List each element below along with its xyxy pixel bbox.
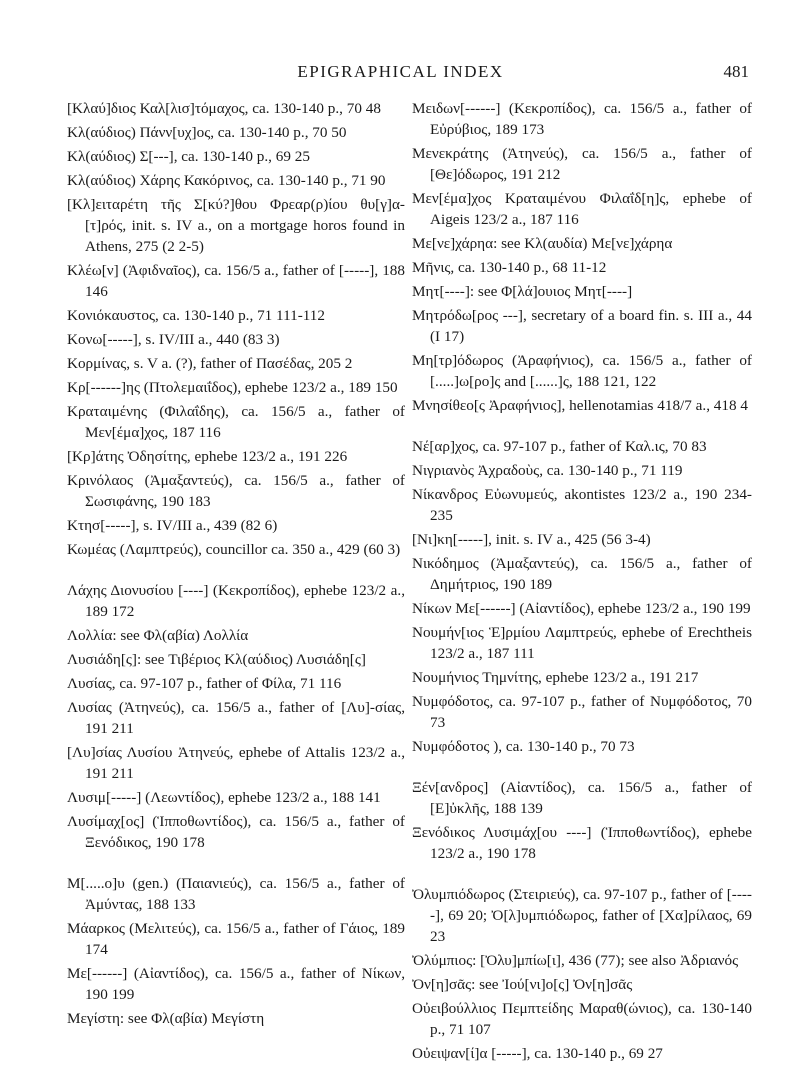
index-entry: Κονω[-----], s. IV/III a., 440 (83 3)	[67, 331, 280, 348]
index-entry: Κλέω[ν] (Ἀφιδναῖος), ca. 156/5 a., father of [-----], 188 146	[67, 262, 405, 300]
index-entry: Νίκων Με[------] (Αἰαντίδος), ephebe 123/2 a., 190 199	[412, 600, 751, 617]
index-entry: [Κλ]ειταρέτη τῆς Σ[κύ?]θου Φρεαρ(ρ)ίου θυ[γ]α-[τ]ρός, init. s. IV a., on a mortgage horos found in Athens, 275 (2 2-5)	[67, 196, 405, 255]
index-entry: Κτησ[-----], s. IV/III a., 439 (82 6)	[67, 517, 278, 534]
index-entry: Μητ[----]: see Φ[λά]ουιος Μητ[----]	[412, 283, 633, 300]
index-entry: Κλ(αύδιος) Σ[---], ca. 130-140 p., 69 25	[67, 148, 310, 165]
index-entry: Κονιόκαυστος, ca. 130-140 p., 71 111-112	[67, 307, 325, 324]
index-entry: Μῆνις, ca. 130-140 p., 68 11-12	[412, 259, 607, 276]
index-entry: Με[νε]χάρηα: see Κλ(αυδία) Με[νε]χάρηα	[412, 235, 673, 252]
index-entry: Μητρόδω[ρος ---], secretary of a board fin. s. III a., 44 (I 17)	[412, 307, 752, 345]
index-entry: Νουμήν[ιος Ἑ]ρμίου Λαμπτρεύς, ephebe of Erechtheis 123/2 a., 187 111	[412, 624, 752, 662]
index-entry: Ξενόδικος Λυσιμάχ[ου ----] (Ἱπποθωντίδος), ephebe 123/2 a., 190 178	[412, 824, 752, 862]
page-header	[0, 62, 801, 88]
index-entry: Ὀλύμπιος: [Ὀλυ]μπίω[ι], 436 (77); see also Ἀδριανός	[412, 952, 739, 969]
index-entry: Μνησίθεο[ς Ἀραφήνιος], hellenotamias 418/7 a., 418 4	[412, 397, 748, 414]
index-entry: Ὀν[η]σᾶς: see Ἰού[νι]ο[ς] Ὀν[η]σᾶς	[412, 976, 633, 993]
right-column	[412, 98, 752, 1067]
index-entry: Νυμφόδοτος ), ca. 130-140 p., 70 73	[412, 738, 635, 755]
index-entry: Νέ[αρ]χος, ca. 97-107 p., father of Καλ.ις, 70 83	[412, 438, 707, 455]
index-entry: Λολλία: see Φλ(αβία) Λολλία	[67, 627, 249, 644]
index-entry: Λυσίας (Ἀτηνεύς), ca. 156/5 a., father of [Λυ]-σίας, 191 211	[67, 699, 405, 737]
index-entry: Κωμέας (Λαμπτρεύς), councillor ca. 350 a., 429 (60 3)	[67, 541, 401, 558]
index-entry: Νιγριανὸς Ἀχραδοὺς, ca. 130-140 p., 71 119	[412, 462, 683, 479]
running-title: EPIGRAPHICAL INDEX	[297, 62, 504, 81]
left-column	[67, 98, 405, 1032]
index-entry: Λυσιμ[-----] (Λεωντίδος), ephebe 123/2 a., 188 141	[67, 789, 381, 806]
index-entry: Μάαρκος (Μελιτεύς), ca. 156/5 a., father of Γάιος, 189 174	[67, 920, 405, 958]
index-entry: Με[------] (Αἰαντίδος), ca. 156/5 a., father of Νίκων, 190 199	[67, 965, 405, 1003]
index-entry: Μη[τρ]όδωρος (Ἀραφήνιος), ca. 156/5 a., father of [.....]ω[ρο]ς and [......]ς, 188 121, 122	[412, 352, 752, 390]
index-entry: Κραταιμένης (Φιλαΐδης), ca. 156/5 a., father of Μεν[έμα]χος, 187 116	[67, 403, 405, 441]
index-entry: Νικόδημος (Ἀμαξαντεύς), ca. 156/5 a., father of Δημήτριος, 190 189	[412, 555, 752, 593]
index-entry: Οὐειψαν[ί]α [-----], ca. 130-140 p., 69 27	[412, 1045, 663, 1062]
index-entry: Μεν[έμα]χος Κραταιμένου Φιλαΐδ[η]ς, ephebe of Aigeis 123/2 a., 187 116	[412, 190, 752, 228]
index-entry: Κλ(αύδιος) Πάνν[υχ]ος, ca. 130-140 p., 70 50	[67, 124, 347, 141]
index-entry: Λάχης Διονυσίου [----] (Κεκροπίδος), ephebe 123/2 a., 189 172	[67, 582, 405, 620]
index-entry: Κρ[------]ης (Πτολεμαιΐδος), ephebe 123/2 a., 189 150	[67, 379, 398, 396]
index-entry: Ξέν[ανδρος] (Αἰαντίδος), ca. 156/5 a., father of [Ε]ὐκλῆς, 188 139	[412, 779, 752, 817]
index-entry: Ὀλυμπιόδωρος (Στειριεύς), ca. 97-107 p., father of [-----], 69 20; Ὀ[λ]υμπιόδωρος, father of [Χα]ρίλαος, 69 23	[412, 886, 752, 945]
index-entry: Λυσίας, ca. 97-107 p., father of Φίλα, 71 116	[67, 675, 342, 692]
index-entry: Κορμίνας, s. V a. (?), father of Πασέδας, 205 2	[67, 355, 353, 372]
index-entry: Μενεκράτης (Ἀτηνεύς), ca. 156/5 a., father of [Θε]όδωρος, 191 212	[412, 145, 752, 183]
index-entry: Κρινόλαος (Ἀμαξαντεύς), ca. 156/5 a., father of Σωσιφάνης, 190 183	[67, 472, 405, 510]
index-entry: [Κρ]άτης Ὀδησίτης, ephebe 123/2 a., 191 226	[67, 448, 348, 465]
index-entry: Μειδων[------] (Κεκροπίδος), ca. 156/5 a., father of Εὐρύβιος, 189 173	[412, 100, 752, 138]
index-entry: Λυσίμαχ[ος] (Ἱπποθωντίδος), ca. 156/5 a., father of Ξενόδικος, 190 178	[67, 813, 405, 851]
index-entry: [Λυ]σίας Λυσίου Ἀτηνεύς, ephebe of Attalis 123/2 a., 191 211	[67, 744, 405, 782]
index-entry: Οὐειβούλλιος Πεμπτείδης Μαραθ(ώνιος), ca. 130-140 p., 71 107	[412, 1000, 752, 1038]
index-entry: Νυμφόδοτος, ca. 97-107 p., father of Νυμφόδοτος, 70 73	[412, 693, 752, 731]
index-entry: [Κλαύ]διος Καλ[λισ]τόμαχος, ca. 130-140 p., 70 48	[67, 100, 381, 117]
index-entry: Μεγίστη: see Φλ(αβία) Μεγίστη	[67, 1010, 265, 1027]
index-entry: Νουμήνιος Τημνίτης, ephebe 123/2 a., 191 217	[412, 669, 699, 686]
index-entry: Λυσιάδη[ς]: see Τιβέριος Κλ(αύδιος) Λυσιάδη[ς]	[67, 651, 366, 668]
index-entry: [Νι]κη[-----], init. s. IV a., 425 (56 3-4)	[412, 531, 651, 548]
index-entry: Μ[.....ο]υ (gen.) (Παιανιεύς), ca. 156/5 a., father of Ἀμύντας, 188 133	[67, 875, 405, 913]
index-entry: Νίκανδρος Εὐωνυμεύς, akontistes 123/2 a., 190 234-235	[412, 486, 752, 524]
index-entry: Κλ(αύδιος) Χάρης Κακόρινος, ca. 130-140 p., 71 90	[67, 172, 386, 189]
page-number: 481	[723, 62, 749, 81]
